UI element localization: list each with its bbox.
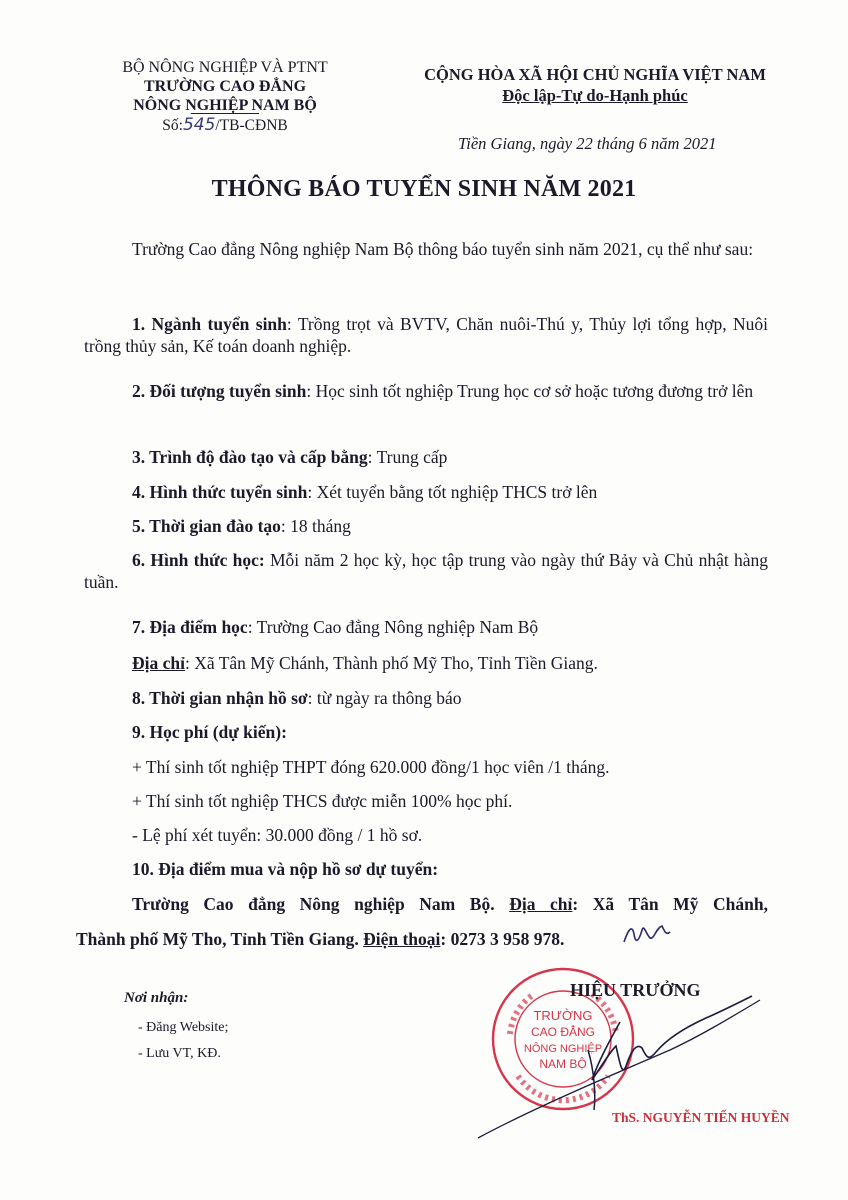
fee-line-3: - Lệ phí xét tuyển: 30.000 đồng / 1 hồ sơ.: [132, 825, 423, 845]
submission-line-2: Thành phố Mỹ Tho, Tỉnh Tiền Giang. Điện thoại: 0273 3 958 978.: [76, 929, 565, 949]
item-10-heading: 10. Địa điểm mua và nộp hồ sơ dự tuyển:: [132, 859, 439, 879]
item-9-heading: 9. Học phí (dự kiến):: [132, 722, 287, 742]
school-name-line2: NÔNG NGHIỆP NAM BỘ: [133, 97, 317, 114]
item-7: 7. Địa điểm học: Trường Cao đẳng Nông nghiệp Nam Bộ: [132, 617, 539, 637]
ministry-name: BỘ NÔNG NGHIỆP VÀ PTNT: [122, 59, 328, 76]
receiver-item: - Lưu VT, KĐ.: [138, 1046, 221, 1061]
submission-line-1: Trường Cao đẳng Nông nghiệp Nam Bộ. Địa chỉ: Xã Tân Mỹ Chánh,: [132, 894, 768, 914]
fee-line-2: + Thí sinh tốt nghiệp THCS được miễn 100% học phí.: [132, 791, 513, 811]
initials-mark: [622, 920, 672, 954]
item-2: 2. Đối tượng tuyển sinh: Học sinh tốt nghiệp Trung học cơ sở hoặc tương đương trở lên: [132, 381, 754, 401]
item-1: 1. Ngành tuyển sinh: Trồng trọt và BVTV, Chăn nuôi-Thú y, Thủy lợi tổng hợp, Nuôi trồng thủy sản, Kế toán doanh nghiệp.: [84, 314, 768, 356]
national-header-block: [390, 64, 800, 106]
signer-title: HIỆU TRƯỞNG: [570, 980, 701, 1000]
receivers-block: [124, 986, 228, 1066]
fee-line-1: + Thí sinh tốt nghiệp THPT đóng 620.000 đồng/1 học viên /1 tháng.: [132, 757, 610, 777]
document-title: THÔNG BÁO TUYỂN SINH NĂM 2021: [211, 176, 637, 202]
place-date: Tiền Giang, ngày 22 tháng 6 năm 2021: [458, 134, 717, 153]
school-name-line1: TRƯỜNG CAO ĐẲNG: [143, 78, 307, 95]
item-6: 6. Hình thức học: Mỗi năm 2 học kỳ, học tập trung vào ngày thứ Bảy và Chủ nhật hàng tuần.: [84, 550, 768, 592]
national-motto: Độc lập-Tự do-Hạnh phúc: [502, 86, 688, 105]
item-3: 3. Trình độ đào tạo và cấp bằng: Trung cấp: [132, 447, 448, 467]
seal-center-line: TRƯỜNG: [533, 1008, 593, 1023]
receivers-title: Nơi nhận:: [124, 990, 189, 1006]
country-name: CỘNG HÒA XÃ HỘI CHỦ NGHĨA VIỆT NAM: [424, 65, 766, 84]
issuing-agency-block: [60, 58, 390, 135]
item-5: 5. Thời gian đào tạo: 18 tháng: [132, 516, 351, 536]
receiver-item: - Đăng Website;: [138, 1020, 229, 1035]
intro-paragraph: Trường Cao đẳng Nông nghiệp Nam Bộ thông báo tuyển sinh năm 2021, cụ thể như sau:: [132, 239, 754, 259]
address-line: Địa chỉ: Xã Tân Mỹ Chánh, Thành phố Mỹ Tho, Tỉnh Tiền Giang.: [132, 653, 598, 673]
item-4: 4. Hình thức tuyển sinh: Xét tuyển bằng tốt nghiệp THCS trở lên: [132, 482, 598, 502]
signer-name: ThS. NGUYỄN TIẾN HUYỀN: [612, 1110, 790, 1125]
header-underline: [191, 113, 259, 114]
seal-center-line: CAO ĐẲNG: [530, 1025, 596, 1039]
seal-center-line: NAM BỘ: [539, 1057, 587, 1071]
item-8: 8. Thời gian nhận hồ sơ: từ ngày ra thông báo: [132, 688, 462, 708]
document-number: Số:545/TB-CĐNB: [162, 115, 288, 135]
seal-center-line: NÔNG NGHIỆP: [523, 1043, 603, 1055]
